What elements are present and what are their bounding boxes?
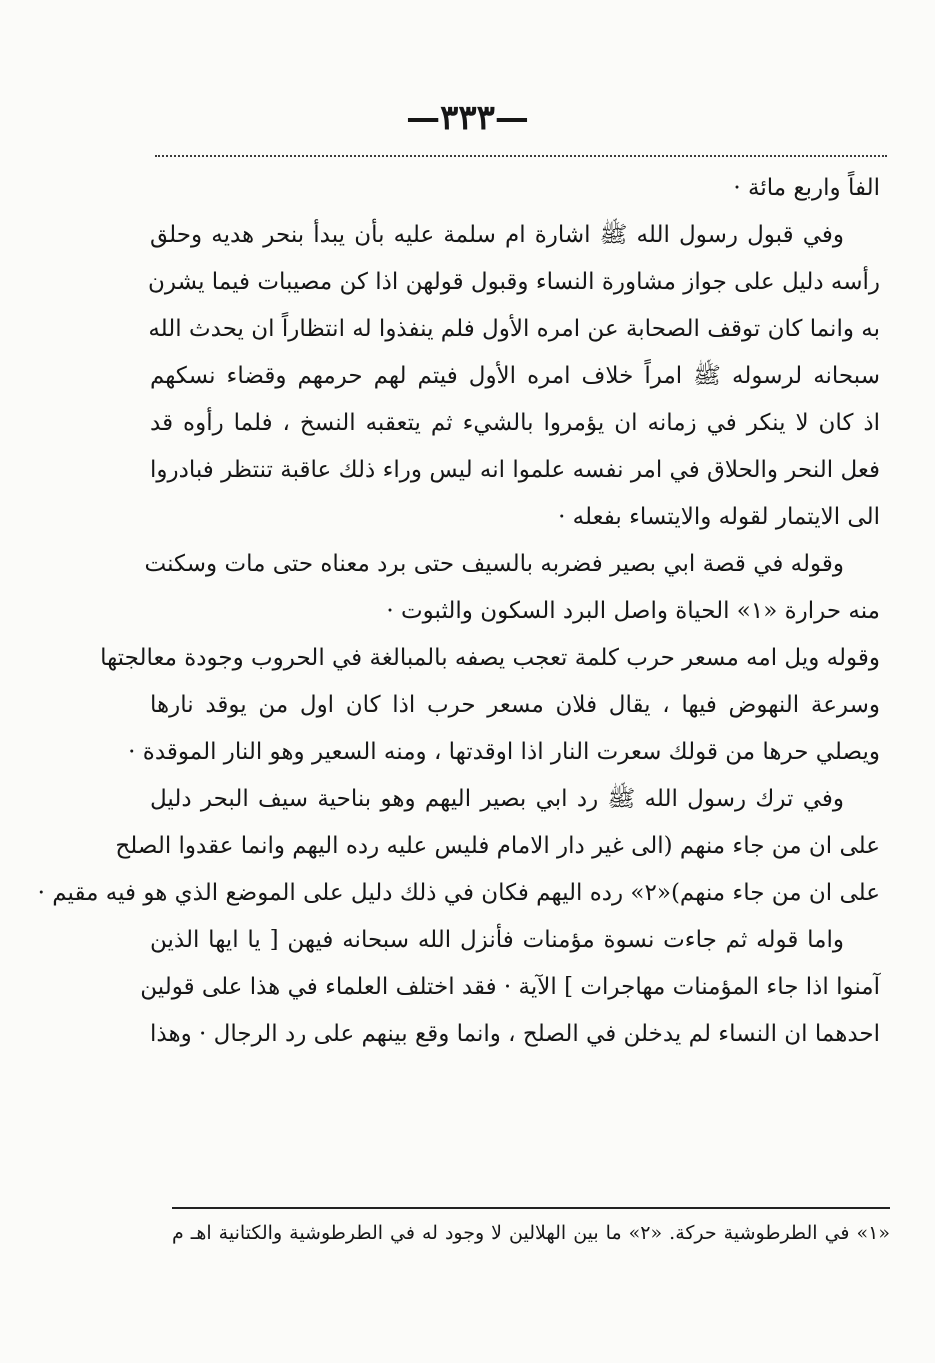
footnote: «١» في الطرطوشية حركة. «٢» ما بين الهلالين لا وجود له في الطرطوشية والكتانية اهـ م xyxy=(172,1222,890,1244)
text-line: وفي قبول رسول الله ﷺ اشارة ام سلمة عليه بأن يبدأ بنحر هديه وحلق xyxy=(150,222,844,248)
text-line: وقوله ويل امه مسعر حرب كلمة تعجب يصفه بالمبالغة في الحروب وجودة معالجتها xyxy=(100,645,880,671)
text-line: رأسه دليل على جواز مشاورة النساء وقبول قولهن اذا كن مصيبات فيما يشرن xyxy=(148,269,880,295)
text-line: به وانما كان توقف الصحابة عن امره الأول فلم ينفذوا له انتظاراً ان يحدث الله xyxy=(148,316,880,342)
text-line: فعل النحر والحلاق في امر نفسه علموا انه ليس وراء ذلك عاقبة تنتظر فبادروا xyxy=(150,457,880,483)
text-line: واما قوله ثم جاءت نسوة مؤمنات فأنزل الله سبحانه فيهن [ يا ايها الذين xyxy=(150,927,844,953)
text-line: احدهما ان النساء لم يدخلن في الصلح ، وانما وقع بينهم على رد الرجال · وهذا xyxy=(150,1021,880,1047)
text-line: آمنوا اذا جاء المؤمنات مهاجرات ] الآية · فقد اختلف العلماء في هذا على قولين xyxy=(140,974,880,1000)
footnote-divider xyxy=(172,1207,890,1209)
header-divider xyxy=(155,155,887,157)
text-line: منه حرارة «١» الحياة واصل البرد السكون والثبوت · xyxy=(386,598,880,624)
text-line: سبحانه لرسوله ﷺ امراً خلاف امره الأول فيتم لهم حرمهم وقضاء نسكهم xyxy=(150,363,880,389)
body-text xyxy=(37,165,880,1058)
text-line: وسرعة النهوض فيها ، يقال فلان مسعر حرب اذا كان اول من يوقد نارها xyxy=(150,692,880,718)
text-line: وفي ترك رسول الله ﷺ رد ابي بصير اليهم وهو بناحية سيف البحر دليل xyxy=(150,786,844,812)
page-number: —٣٣٣— xyxy=(406,98,529,138)
text-line: وقوله في قصة ابي بصير فضربه بالسيف حتى برد معناه حتى مات وسكنت xyxy=(144,551,844,577)
text-line: على ان من جاء منهم (الى غير دار الامام فليس عليه رده اليهم وانما عقدوا الصلح xyxy=(115,833,880,859)
text-line: اذ كان لا ينكر في زمانه ان يؤمروا بالشيء ثم يتعقبه النسخ ، فلما رأوه قد xyxy=(150,410,880,436)
text-line: الى الايتمار لقوله والايتساء بفعله · xyxy=(558,504,880,530)
text-line: على ان من جاء منهم)«٢» رده اليهم فكان في ذلك دليل على الموضع الذي هو فيه مقيم · xyxy=(37,880,880,906)
text-line: الفاً واربع مائة · xyxy=(733,175,880,201)
text-line: ويصلي حرها من قولك سعرت النار اذا اوقدتها ، ومنه السعير وهو النار الموقدة · xyxy=(128,739,880,765)
